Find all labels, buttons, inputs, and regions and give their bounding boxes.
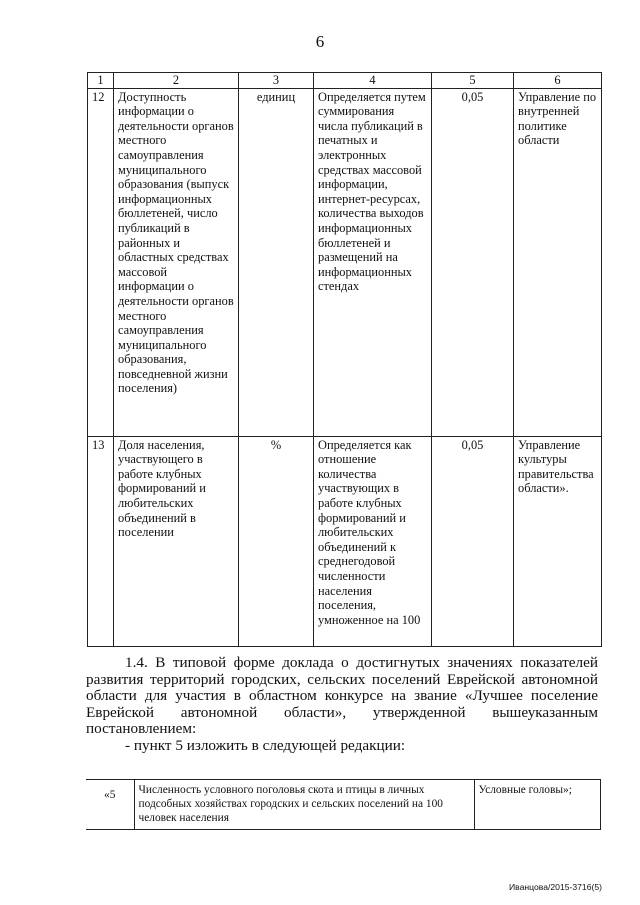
header-col-6: 6 — [514, 73, 602, 89]
indicator-name: Доступность информации о деятельности органов местного самоуправления муниципального образования (выпуск информационных бюллетеней, число публикаций в районных и областных средствах массовой информации о деятельности органов местного самоуправления муниципального образования, повседневной жизни поселения) — [114, 88, 239, 436]
indicator-name: Доля населения, участвующего в работе клубных формирований и любительских объединений в поселении — [114, 436, 239, 646]
unit: % — [239, 436, 314, 646]
amendment-paragraph — [86, 655, 598, 738]
paragraph-end: постановлением: — [86, 720, 197, 738]
row-number: 12 — [88, 88, 114, 436]
table-row — [88, 88, 602, 436]
item-unit: Условные головы»; — [474, 780, 600, 830]
item-number: «5 — [86, 780, 134, 830]
table-row — [86, 780, 600, 830]
item-text: Численность условного поголовья скота и птицы в личных подсобных хозяйствах городских и сельских поселений на 100 человек населения — [134, 780, 474, 830]
indicators-table — [87, 72, 602, 647]
header-col-2: 2 — [114, 73, 239, 89]
calc-method: Определяется как отношение количества участвующих в работе клубных формирований и любительских объединений к среднегодовой численности населения поселения, умноженное на 100 — [314, 436, 432, 646]
item5-table — [86, 779, 601, 830]
weight: 0,05 — [432, 88, 514, 436]
page-number: 6 — [315, 32, 325, 51]
document-code: Иванцова/2015-3716(5) — [508, 882, 602, 892]
unit: единиц — [239, 88, 314, 436]
responsible-body: Управление по внутренней политике области — [514, 88, 602, 436]
table-header-row — [88, 73, 602, 89]
row-number: 13 — [88, 436, 114, 646]
calc-method: Определяется путем суммирования числа публикаций в печатных и электронных средствах массовой информации, интернет-ресурсах, количества выходов информационных бюллетеней и размещений на информационных стендах — [314, 88, 432, 436]
table-row — [88, 436, 602, 646]
header-col-4: 4 — [314, 73, 432, 89]
paragraph-text: 1.4. В типовой форме доклада о достигнутых значениях показателей развития территорий городских, сельских поселений Еврейской автономной области для участия в областном конкурсе на звание «Лучшее поселение Еврейской автономной области», утвержденной вышеуказанным — [86, 654, 598, 721]
header-col-1: 1 — [88, 73, 114, 89]
header-col-5: 5 — [432, 73, 514, 89]
responsible-body: Управление культуры правительства области». — [514, 436, 602, 646]
weight: 0,05 — [432, 436, 514, 646]
bullet-item: - пункт 5 изложить в следующей редакции: — [125, 737, 406, 754]
header-col-3: 3 — [239, 73, 314, 89]
